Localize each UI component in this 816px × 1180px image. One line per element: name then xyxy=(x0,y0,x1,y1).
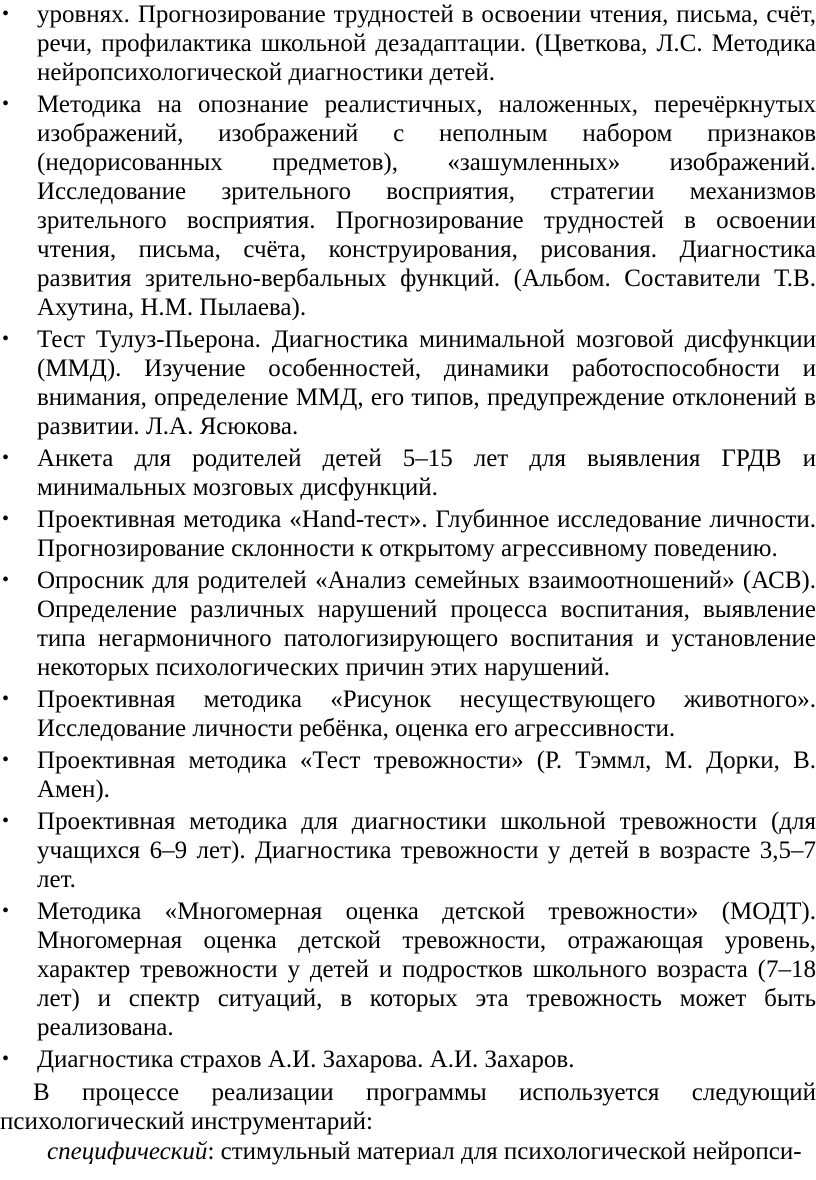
list-item-text: Методика «Многомерная оценка детской тревожности» (МОДТ). Многомерная оценка детской тревожности, отражающая уровень, характер тревожности у детей и подростков школьного возраста (7–18 лет) и спектр ситуаций, в которых эта тревожность может быть реализована. xyxy=(37,898,816,1041)
list-item-text: Проективная методика для диагностики школьной тревожности (для учащихся 6–9 лет). Диагностика тревожности у детей в возрасте 3,5–7 лет. xyxy=(37,808,816,893)
list-item-text: уровнях. Прогнозирование трудностей в освоении чтения, письма, счёт, речи, профилактика школьной дезадаптации. (Цветкова, Л.С. Методика нейропсихологической диагностики детей. xyxy=(37,1,816,86)
bullet-icon: • xyxy=(2,328,10,350)
list-item-text: Проективная методика «Тест тревожности» (Р. Тэммл, М. Дорки, В. Амен). xyxy=(37,747,816,803)
list-item xyxy=(0,0,816,87)
list-item-text: Диагностика страхов А.И. Захарова. А.И. Захаров. xyxy=(37,1046,575,1073)
bullet-icon: • xyxy=(2,508,10,530)
list-item xyxy=(0,1045,816,1074)
list-item xyxy=(0,90,816,322)
list-item xyxy=(0,685,816,743)
list-item xyxy=(0,444,816,502)
bullet-icon: • xyxy=(2,447,10,469)
specific-tools-line xyxy=(0,1137,816,1166)
bullet-icon: • xyxy=(2,569,10,591)
bullet-icon: • xyxy=(2,3,10,25)
bullet-icon: • xyxy=(2,749,10,771)
list-item xyxy=(0,807,816,894)
emphasis-term: специфический xyxy=(47,1138,208,1165)
list-item-text: Проективная методика «Рисунок несуществующего животного». Исследование личности ребёнка, оценка его агрессивности. xyxy=(37,686,816,742)
list-item-text: Анкета для родителей детей 5–15 лет для выявления ГРДВ и минимальных мозговых дисфункций. xyxy=(37,445,816,501)
instrumentarium-paragraph: В процессе реализации программы используется следующий психологический инструментарий: xyxy=(0,1079,816,1135)
list-item-text: Методика на опознание реалистичных, наложенных, перечёркнутых изображений, изображений с неполным набором признаков (недорисованных предметов), «зашумленных» изображений. Исследование зрительного восприятия, стратегии механизмов зрительного восприятия. Прогнозирование трудностей в освоении чтения, письма, счёта, конструирования, рисования. Диагностика развития зрительно-вербальных функций. (Альбом. Составители Т.В. Ахутина, Н.М. Пылаева). xyxy=(37,91,816,321)
list-item xyxy=(0,746,816,804)
list-item-text: Опросник для родителей «Анализ семейных взаимоотношений» (АСВ). Определение различных нарушений процесса воспитания, выявление типа негармоничного патологизирующего воспитания и установление некоторых психологических причин этих нарушений. xyxy=(37,567,816,681)
list-item xyxy=(0,897,816,1042)
bullet-icon: • xyxy=(2,900,10,922)
list-item xyxy=(0,505,816,563)
bullet-icon: • xyxy=(2,93,10,115)
list-item xyxy=(0,325,816,441)
bullet-icon: • xyxy=(2,810,10,832)
bullet-icon: • xyxy=(2,688,10,710)
specific-tools-text: : стимульный материал для психологической нейропси- xyxy=(207,1138,802,1165)
list-item-text: Проективная методика «Hand-тест». Глубинное исследование личности. Прогнозирование склонности к открытому агрессивному поведению. xyxy=(37,506,816,562)
list-item-text: Тест Тулуз-Пьерона. Диагностика минимальной мозговой дисфункции (ММД). Изучение особенностей, динамики работоспособности и внимания, определение ММД, его типов, предупреждение отклонений в развитии. Л.А. Ясюкова. xyxy=(37,326,816,440)
list-item xyxy=(0,566,816,682)
bullet-icon: • xyxy=(2,1048,10,1070)
